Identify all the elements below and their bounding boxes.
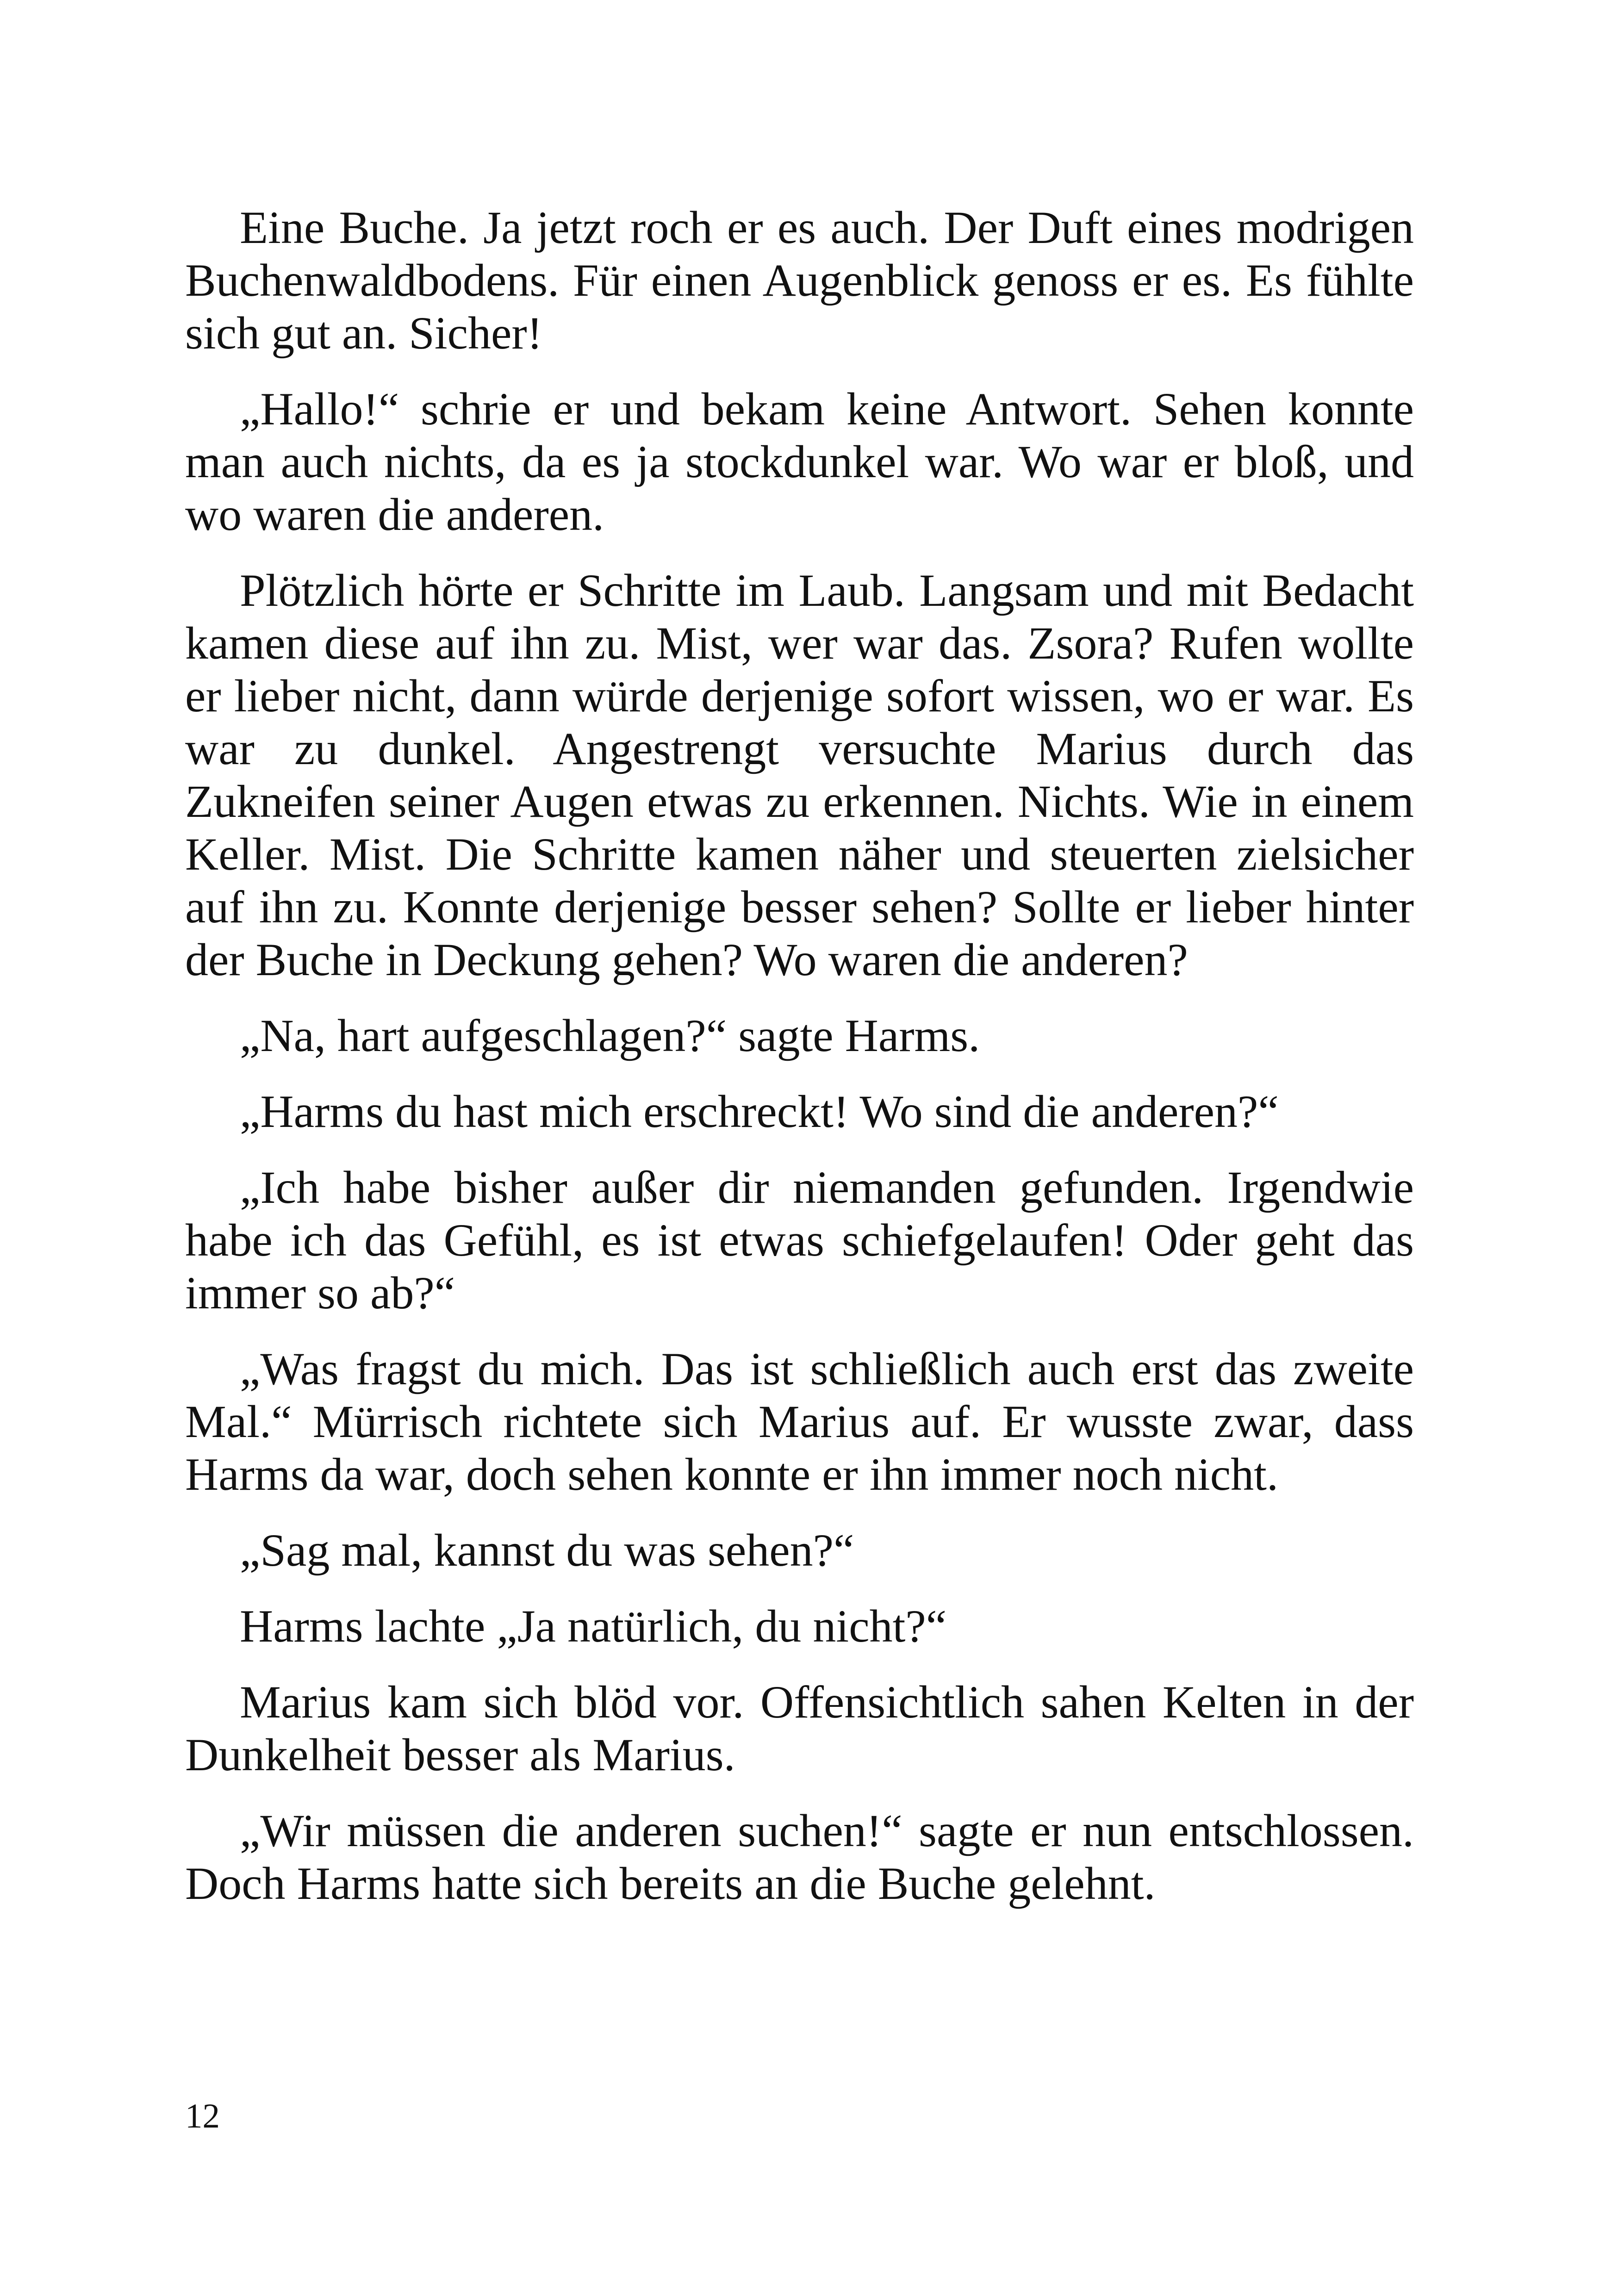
- paragraph-7: „Was fragst du mich. Das ist schließlich auch erst das zweite Mal.“ Mürrisch richtete sich Marius auf. Er wusste zwar, dass Harms da war, doch sehen konnte er ihn immer noch nicht.: [185, 1343, 1414, 1500]
- paragraph-6: „Ich habe bisher außer dir niemanden gefunden. Irgendwie habe ich das Gefühl, es ist etwas schiefgelaufen! Oder geht das immer so ab?“: [185, 1162, 1414, 1319]
- paragraph-8: „Sag mal, kannst du was sehen?“: [240, 1524, 854, 1576]
- paragraph-3: Plötzlich hörte er Schritte im Laub. Langsam und mit Bedacht kamen diese auf ihn zu. Mist, wer war das. Zsora? Rufen wollte er lieber nicht, dann würde derjenige sofort wissen, wo er war. Es war zu dunkel. Angestrengt versuchte Marius durch das Zukneifen seiner Augen etwas zu erkennen. Nichts. Wie in einem Keller. Mist. Die Schritte kamen näher und steuerten zielsicher auf ihn zu. Konnte derjenige besser sehen? Sollte er lieber hinter der Buche in Deckung gehen? Wo waren die anderen?: [185, 565, 1414, 985]
- body-text: [185, 201, 1414, 1933]
- paragraph-1: Eine Buche. Ja jetzt roch er es auch. Der Duft eines modrigen Buchenwaldbodens. Für einen Augenblick genoss er es. Es fühlte sich gut an. Sicher!: [185, 202, 1414, 359]
- paragraph-10: Marius kam sich blöd vor. Offensichtlich sahen Kelten in der Dunkelheit besser als Marius.: [185, 1676, 1414, 1780]
- paragraph-2: „Hallo!“ schrie er und bekam keine Antwort. Sehen konnte man auch nichts, da es ja stockdunkel war. Wo war er bloß, und wo waren die anderen.: [185, 383, 1414, 540]
- paragraph-4: „Na, hart aufgeschlagen?“ sagte Harms.: [240, 1010, 980, 1061]
- page-number: 12: [185, 2097, 220, 2135]
- paragraph-9: Harms lachte „Ja natürlich, du nicht?“: [240, 1600, 947, 1652]
- paragraph-5: „Harms du hast mich erschreckt! Wo sind die anderen?“: [240, 1086, 1279, 1137]
- paragraph-11: „Wir müssen die anderen suchen!“ sagte er nun entschlossen. Doch Harms hatte sich bereits an die Buche gelehnt.: [185, 1805, 1414, 1909]
